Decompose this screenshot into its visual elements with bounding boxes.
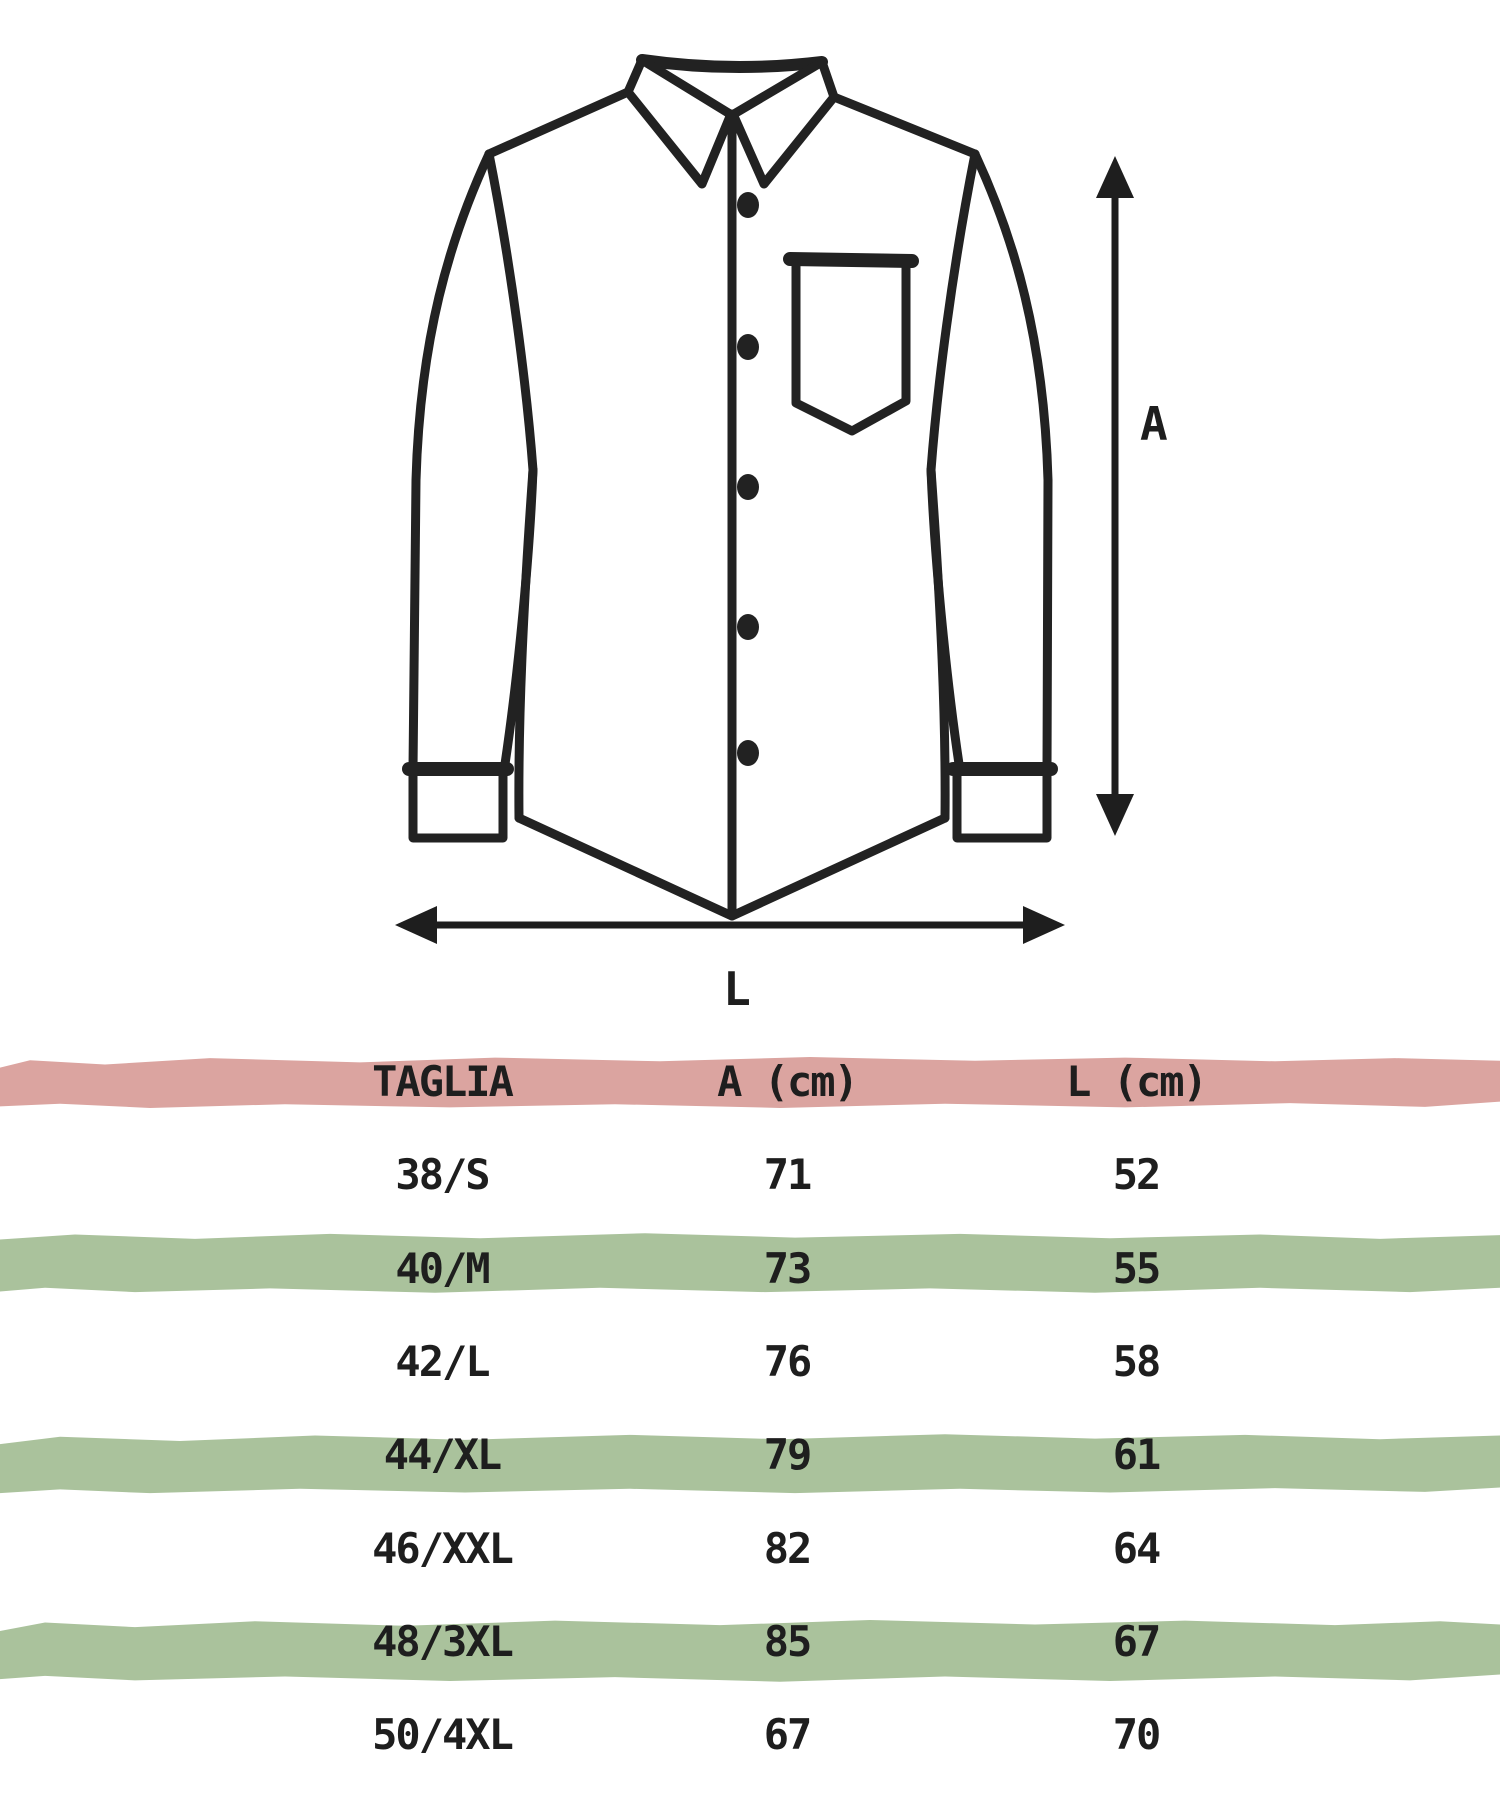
cell-a: 79 (763, 1430, 811, 1479)
table-row (0, 1128, 1500, 1222)
right-armhole-seam (931, 154, 975, 470)
table-row (0, 1688, 1500, 1782)
cell-a: 76 (763, 1337, 811, 1386)
table-row (0, 1408, 1500, 1502)
arrowhead-up (1096, 156, 1134, 198)
table-row (0, 1595, 1500, 1689)
cell-l: 61 (1112, 1430, 1160, 1479)
shirt-pocket (790, 259, 912, 431)
height-label: A (1140, 397, 1168, 451)
left-sleeve-outer (413, 154, 489, 769)
right-body-side (931, 470, 945, 818)
width-label: L (723, 962, 751, 1016)
right-cuff (953, 769, 1051, 838)
cell-a: 71 (763, 1150, 811, 1199)
cell-size: 48/3XL (372, 1617, 512, 1666)
table-header-row (0, 1035, 1500, 1129)
cell-size: 44/XL (383, 1430, 501, 1479)
header-cell-a: A (cm) (717, 1057, 857, 1106)
cell-a: 67 (763, 1710, 811, 1759)
button-dot (737, 740, 759, 766)
cell-a: 85 (763, 1617, 811, 1666)
cell-a: 82 (763, 1524, 811, 1573)
cell-l: 52 (1112, 1150, 1160, 1199)
cell-l: 67 (1112, 1617, 1160, 1666)
cell-l: 55 (1112, 1244, 1160, 1293)
cell-size: 38/S (395, 1150, 489, 1199)
arrowhead-left (395, 906, 437, 944)
cell-size: 50/4XL (372, 1710, 512, 1759)
table-row (0, 1315, 1500, 1409)
right-sleeve-outer (975, 154, 1048, 769)
button-dot (737, 192, 759, 218)
left-shoulder-line (489, 92, 628, 154)
arrowhead-right (1023, 906, 1065, 944)
cell-size: 42/L (395, 1337, 489, 1386)
cell-l: 70 (1112, 1710, 1160, 1759)
cell-a: 73 (763, 1244, 811, 1293)
left-cuff (409, 769, 507, 838)
left-body-side (519, 470, 533, 818)
shirt-outline (409, 60, 1051, 916)
table-row (0, 1502, 1500, 1596)
button-dot (737, 334, 759, 360)
button-dot (737, 614, 759, 640)
left-armhole-seam (489, 154, 533, 470)
header-cell-size: TAGLIA (372, 1057, 512, 1106)
cell-l: 58 (1112, 1337, 1160, 1386)
height-measure-arrow (1096, 156, 1134, 836)
cell-size: 40/M (395, 1244, 489, 1293)
table-row (0, 1222, 1500, 1316)
cell-size: 46/XXL (372, 1524, 512, 1573)
right-shoulder-line (834, 97, 975, 154)
header-cell-l: L (cm) (1066, 1057, 1206, 1106)
arrowhead-down (1096, 794, 1134, 836)
cell-l: 64 (1112, 1524, 1160, 1573)
button-dot (737, 474, 759, 500)
shirt-buttons (737, 192, 759, 766)
